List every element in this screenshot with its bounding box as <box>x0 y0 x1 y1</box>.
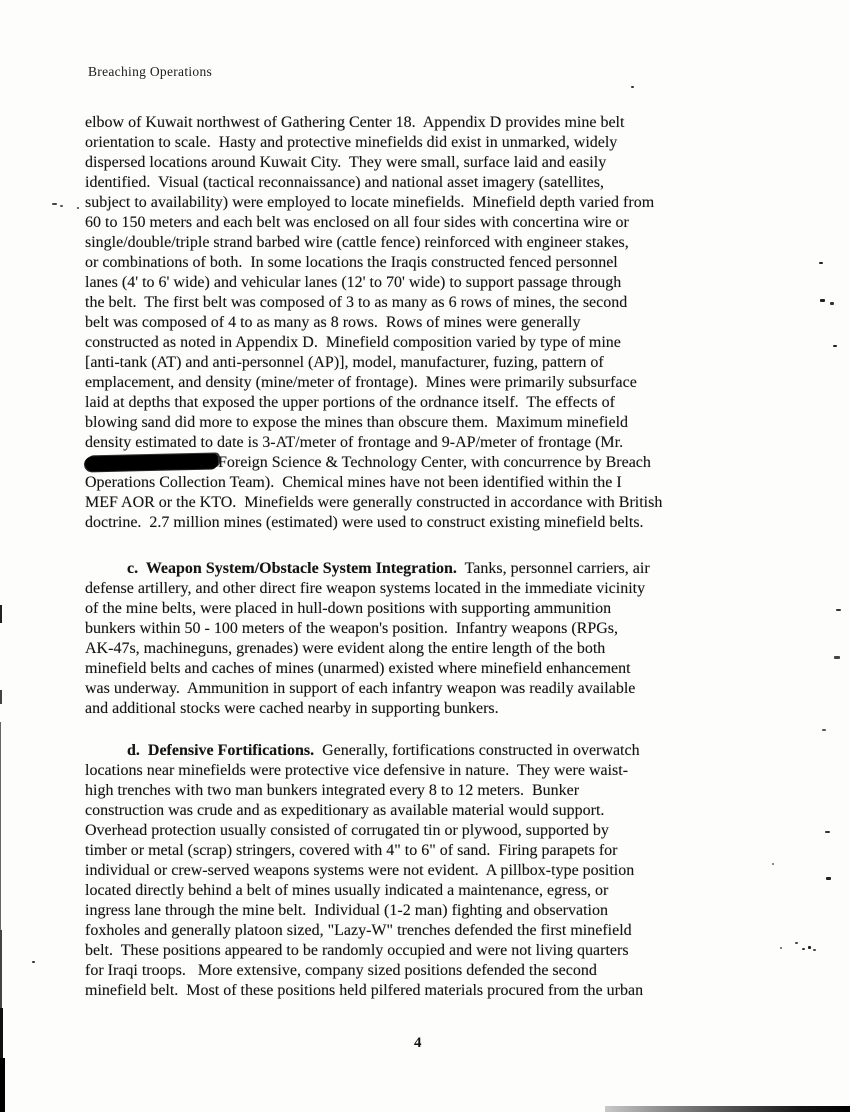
text-line: for Iraqi troops. More extensive, company sized positions defended the second <box>85 962 597 979</box>
text-line: emplacement, and density (mine/meter of frontage). Mines were primarily subsurface <box>85 374 637 391</box>
paragraph-d-first-line <box>85 741 795 761</box>
text-line: dispersed locations around Kuwait City. They were small, surface laid and easily <box>85 154 607 171</box>
text-line: defense artillery, and other direct fire weapon systems located in the immediate vicinity <box>85 580 646 597</box>
text-line: belt was composed of 4 to as many as 8 rows. Rows of mines were generally <box>85 314 581 331</box>
text-line: or combinations of both. In some locations the Iraqis constructed fenced personnel <box>85 254 618 271</box>
text-line: identified. Visual (tactical reconnaissance) and national asset imagery (satellites, <box>85 174 604 191</box>
text-line: laid at depths that exposed the upper portions of the ordnance itself. The effects of <box>85 394 615 411</box>
text-line: minefield belt. Most of these positions held pilfered materials procured from the urban <box>85 982 644 999</box>
scan-speck <box>836 609 841 611</box>
scan-speck <box>802 948 805 950</box>
scan-speck <box>52 203 57 205</box>
text-line: timber or metal (scrap) stringers, covered with 4" to 6" of sand. Firing parapets for <box>85 842 618 859</box>
document-body <box>85 113 795 1001</box>
text-line: Operations Collection Team). Chemical mines have not been identified within the I <box>85 474 622 491</box>
text-line: the belt. The first belt was composed of 3 to as many as 6 rows of mines, the second <box>85 294 628 311</box>
text-line: blowing sand did more to expose the mines than obscure them. Maximum minefield <box>85 414 629 431</box>
scan-speck <box>825 831 830 833</box>
text-line: AK-47s, machineguns, grenades) were evident along the entire length of the both <box>85 640 606 657</box>
text-line: elbow of Kuwait northwest of Gathering Center 18. Appendix D provides mine belt <box>85 114 625 131</box>
scan-speck <box>826 877 831 880</box>
paragraph-d-heading: d. Defensive Fortifications. <box>127 742 315 759</box>
scan-speck <box>32 961 35 963</box>
text-line: and additional stocks were cached nearby in supporting bunkers. <box>85 700 499 717</box>
text-line: foxholes and generally platoon sized, "Lazy-W" trenches defended the first minefield <box>85 922 632 939</box>
scan-speck <box>833 345 837 347</box>
text-line: minefield belts and caches of mines (unarmed) existed where minefield enhancement <box>85 660 631 677</box>
text-line: constructed as noted in Appendix D. Minefield composition varied by type of mine <box>85 334 621 351</box>
scan-speck <box>830 302 834 305</box>
scan-speck <box>820 299 825 302</box>
text-after-redaction: Foreign Science & Technology Center, with concurrence by Breach <box>218 454 651 471</box>
scan-speck <box>834 656 840 659</box>
text-line: [anti-tank (AT) and anti-personnel (AP)], model, manufacturer, fuzing, pattern of <box>85 354 604 371</box>
text-line: lanes (4' to 6' wide) and vehicular lanes (12' to 70' wide) to support passage through <box>85 274 622 291</box>
scan-speck <box>813 949 816 951</box>
running-header: Breaching Operations <box>88 64 213 79</box>
text-line: construction was crude and as expeditionary as available material would support. <box>85 802 605 819</box>
redaction-bar <box>85 453 218 471</box>
scan-speck <box>77 207 79 209</box>
text-line: 60 to 150 meters and each belt was enclosed on all four sides with concertina wire or <box>85 214 629 231</box>
line-group-before-redaction <box>85 113 795 453</box>
text-line: locations near minefields were protective vice defensive in nature. They were waist- <box>85 762 629 779</box>
text-line: MEF AOR or the KTO. Minefields were generally constructed in accordance with British <box>85 494 663 511</box>
paragraph-c-heading: c. Weapon System/Obstacle System Integration. <box>127 560 457 577</box>
line-group-paragraph-c <box>85 579 795 719</box>
text-line: subject to availability) were employed to locate minefields. Minefield depth varied from <box>85 194 655 211</box>
paragraph-minefield-description <box>85 113 795 533</box>
text-line: of the mine belts, were placed in hull-down positions with supporting ammunition <box>85 600 612 617</box>
line-group-after-redaction <box>85 473 795 533</box>
scan-bottom-bar-artifact <box>605 1106 850 1112</box>
paragraph-d-defensive-fortifications <box>85 741 795 1001</box>
scan-edge-artifact <box>0 930 2 1010</box>
text-line: bunkers within 50 - 100 meters of the weapon's position. Infantry weapons (RPGs, <box>85 620 619 637</box>
text-line: located directly behind a belt of mines usually indicated a maintenance, egress, or <box>85 882 609 899</box>
text-line: belt. These positions appeared to be randomly occupied and were not living quarters <box>85 942 629 959</box>
page-number: 4 <box>414 1035 422 1051</box>
scan-speck <box>808 946 811 949</box>
scan-speck <box>819 262 823 264</box>
text-line: single/double/triple strand barbed wire (cattle fence) reinforced with engineer stakes, <box>85 234 629 251</box>
scan-speck <box>780 947 782 949</box>
scan-speck <box>631 86 634 88</box>
scan-edge-artifact <box>0 605 2 623</box>
scan-speck <box>822 729 826 731</box>
text-line: high trenches with two man bunkers integrated every 8 to 12 meters. Bunker <box>85 782 580 799</box>
scan-edge-artifact <box>0 1058 5 1112</box>
scan-edge-artifact <box>0 690 2 704</box>
text-line: density estimated to date is 3-AT/meter of frontage and 9-AP/meter of frontage (Mr. <box>85 434 624 451</box>
paragraph-c-first-line <box>85 559 795 579</box>
text-line: orientation to scale. Hasty and protective minefields did exist in unmarked, widely <box>85 134 618 151</box>
text-line: individual or crew-served weapons systems were not evident. A pillbox-type position <box>85 862 635 879</box>
text-line: Overhead protection usually consisted of corrugated tin or plywood, supported by <box>85 822 609 839</box>
paragraph-c-first-line-text: Tanks, personnel carriers, air <box>456 560 650 577</box>
line-group-paragraph-d <box>85 761 795 1001</box>
scan-speck <box>60 205 63 207</box>
text-line: was underway. Ammunition in support of each infantry weapon was readily available <box>85 680 636 697</box>
text-line: ingress lane through the mine belt. Individual (1-2 man) fighting and observation <box>85 902 608 919</box>
paragraph-c-weapon-system-integration <box>85 559 795 719</box>
text-line: doctrine. 2.7 million mines (estimated) were used to construct existing minefield belts. <box>85 514 644 531</box>
scan-speck <box>772 863 774 865</box>
redacted-text-line <box>85 453 795 473</box>
paragraph-d-first-line-text: Generally, fortifications constructed in overwatch <box>314 742 640 759</box>
scan-speck <box>795 942 798 944</box>
